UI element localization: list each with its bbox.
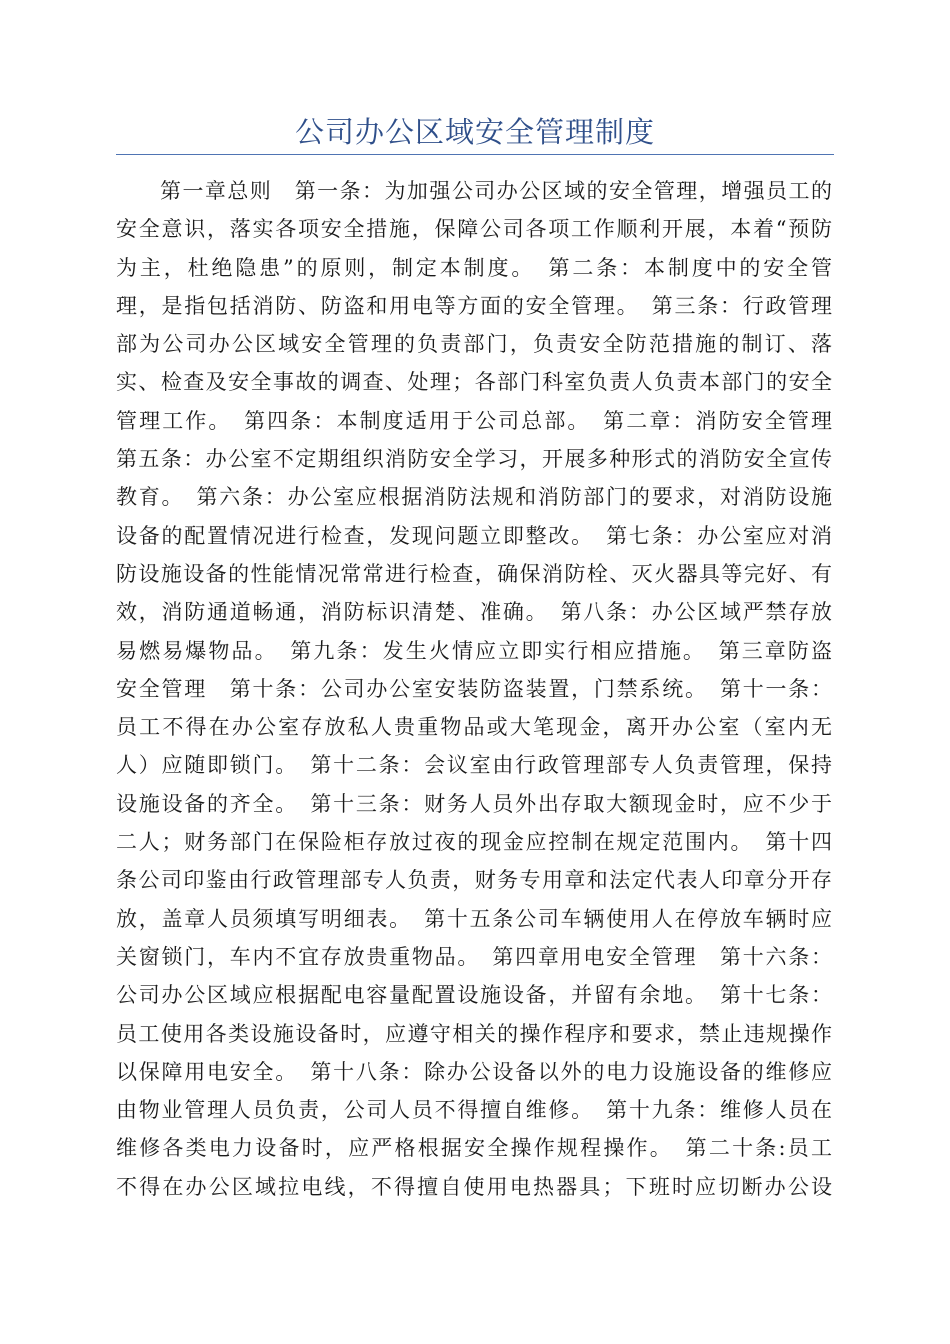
body-line: 员工使用各类设施设备时，应遵守相关的操作程序和要求，禁止违规操作 — [116, 1021, 832, 1046]
body-line: 管理工作。 第四条：本制度适用于公司总部。 第二章：消防安全管理 — [116, 408, 832, 433]
body-line: 设备的配置情况进行检查，发现问题立即整改。 第七条：办公室应对消 — [116, 523, 832, 548]
body-line: 人）应随即锁门。 第十二条：会议室由行政管理部专人负责管理，保持 — [116, 753, 832, 778]
title-underline — [116, 154, 834, 155]
body-line: 易燃易爆物品。 第九条：发生火情应立即实行相应措施。 第三章防盗 — [116, 638, 832, 663]
body-line: 放，盖章人员须填写明细表。 第十五条公司车辆使用人在停放车辆时应 — [116, 906, 832, 931]
document-title: 公司办公区域安全管理制度 — [294, 115, 655, 149]
body-line: 维修各类电力设备时，应严格根据安全操作规程操作。 第二十条:员工 — [116, 1136, 832, 1161]
body-line: 教育。 第六条：办公室应根据消防法规和消防部门的要求，对消防设施 — [116, 485, 832, 510]
body-line: 关窗锁门，车内不宜存放贵重物品。 第四章用电安全管理 第十六条： — [116, 944, 832, 969]
body-line: 防设施设备的性能情况常常进行检查，确保消防栓、灭火器具等完好、有 — [116, 561, 832, 586]
body-line: 公司办公区域应根据配电容量配置设施设备，并留有余地。 第十七条： — [116, 983, 832, 1008]
body-line: 效，消防通道畅通，消防标识清楚、准确。 第八条：办公区域严禁存放 — [116, 600, 832, 625]
body-line: 以保障用电安全。 第十八条：除办公设备以外的电力设施设备的维修应 — [116, 1059, 832, 1084]
body-line: 不得在办公区域拉电线，不得擅自使用电热器具；下班时应切断办公设 — [116, 1174, 832, 1199]
body-line: 条公司印鉴由行政管理部专人负责，财务专用章和法定代表人印章分开存 — [116, 868, 832, 893]
document-body — [116, 172, 832, 1206]
body-line: 安全意识，落实各项安全措施，保障公司各项工作顺利开展，本着“预防 — [116, 217, 832, 242]
body-line: 为主，杜绝隐患”的原则，制定本制度。 第二条：本制度中的安全管 — [116, 255, 832, 280]
body-line: 安全管理 第十条：公司办公室安装防盗装置，门禁系统。 第十一条： — [116, 676, 832, 701]
body-line: 二人；财务部门在保险柜存放过夜的现金应控制在规定范围内。 第十四 — [116, 830, 832, 855]
body-line: 设施设备的齐全。 第十三条：财务人员外出存取大额现金时，应不少于 — [116, 791, 832, 816]
body-line: 员工不得在办公室存放私人贵重物品或大笔现金，离开办公室（室内无 — [116, 715, 832, 740]
body-line: 部为公司办公区域安全管理的负责部门，负责安全防范措施的制订、落 — [116, 332, 832, 357]
body-line: 第一章总则 第一条：为加强公司办公区域的安全管理，增强员工的 — [160, 179, 832, 203]
body-line: 由物业管理人员负责，公司人员不得擅自维修。 第十九条：维修人员在 — [116, 1098, 832, 1123]
body-line: 实、检查及安全事故的调查、处理；各部门科室负责人负责本部门的安全 — [116, 370, 832, 395]
body-line: 理，是指包括消防、防盗和用电等方面的安全管理。 第三条：行政管理 — [116, 293, 832, 318]
body-line: 第五条：办公室不定期组织消防安全学习，开展多种形式的消防安全宣传 — [116, 447, 832, 472]
